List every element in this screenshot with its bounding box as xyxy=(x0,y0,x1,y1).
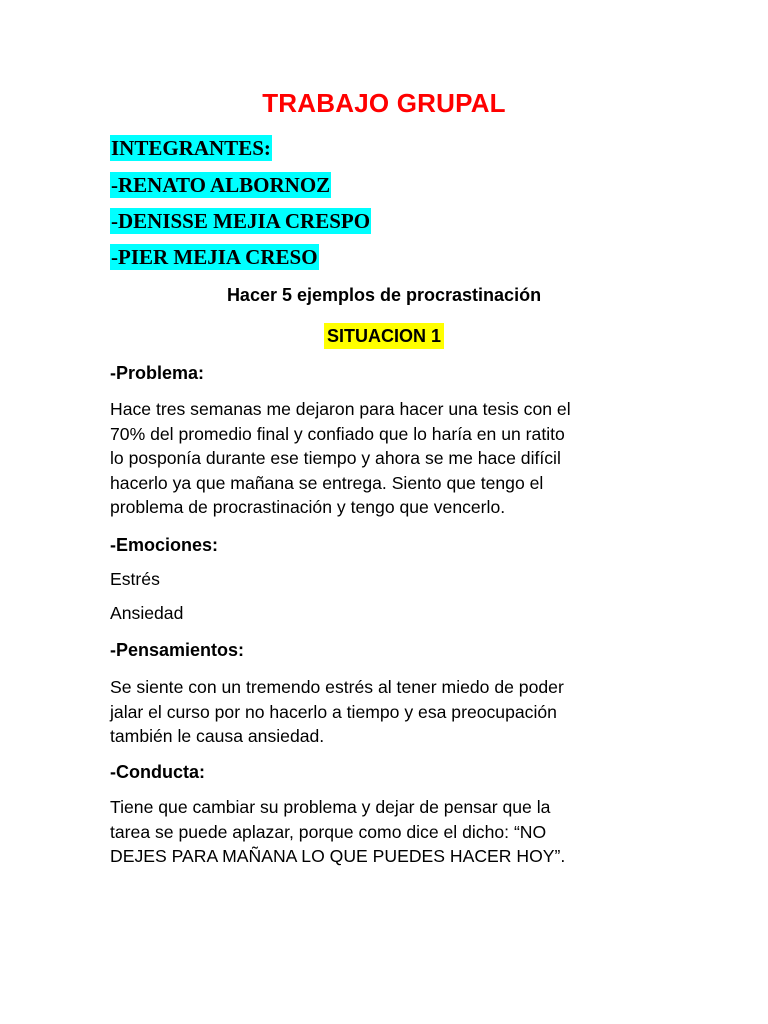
member-denisse: -DENISSE MEJIA CRESPO xyxy=(111,209,371,233)
conducta-line: tarea se puede aplazar, porque como dice el dicho: “NO xyxy=(110,821,547,842)
problema-label: -Problema: xyxy=(110,363,205,383)
assignment-subtitle: Hacer 5 ejemplos de procrastinación xyxy=(226,285,542,305)
situation-heading-wrap xyxy=(0,323,768,349)
member-renato: -RENATO ALBORNOZ xyxy=(111,173,331,197)
problema-line: hacerlo ya que mañana se entrega. Siento que tengo el xyxy=(110,472,544,493)
emocion-item: Ansiedad xyxy=(110,603,184,623)
pensamientos-paragraph xyxy=(110,675,670,749)
pensamientos-line: jalar el curso por no hacerlo a tiempo y esa preocupación xyxy=(110,701,557,722)
pensamientos-label: -Pensamientos: xyxy=(110,640,245,660)
conducta-line: DEJES PARA MAÑANA LO QUE PUEDES HACER HOY”. xyxy=(110,846,566,866)
pensamientos-line: también le causa ansiedad. xyxy=(110,726,325,746)
conducta-line: Tiene que cambiar su problema y dejar de pensar que la xyxy=(110,797,551,817)
situation-heading: SITUACION 1 xyxy=(324,323,444,349)
document-title: TRABAJO GRUPAL xyxy=(262,88,506,118)
problema-paragraph xyxy=(110,397,670,520)
member-pier: -PIER MEJIA CRESO xyxy=(111,245,318,269)
problema-line: 70% del promedio final y confiado que lo haría en un ratito xyxy=(110,423,565,444)
emociones-label: -Emociones: xyxy=(110,535,219,555)
emocion-item: Estrés xyxy=(110,569,160,589)
conducta-paragraph xyxy=(110,795,670,869)
problema-line: lo posponía durante ese tiempo y ahora se me hace difícil xyxy=(110,448,561,468)
integrantes-heading: INTEGRANTES: xyxy=(111,136,271,160)
pensamientos-line: Se siente con un tremendo estrés al tener miedo de poder xyxy=(110,677,564,697)
conducta-label: -Conducta: xyxy=(110,762,205,782)
problema-line: Hace tres semanas me dejaron para hacer una tesis con el xyxy=(110,399,571,419)
problema-line: problema de procrastinación y tengo que vencerlo. xyxy=(110,497,506,517)
